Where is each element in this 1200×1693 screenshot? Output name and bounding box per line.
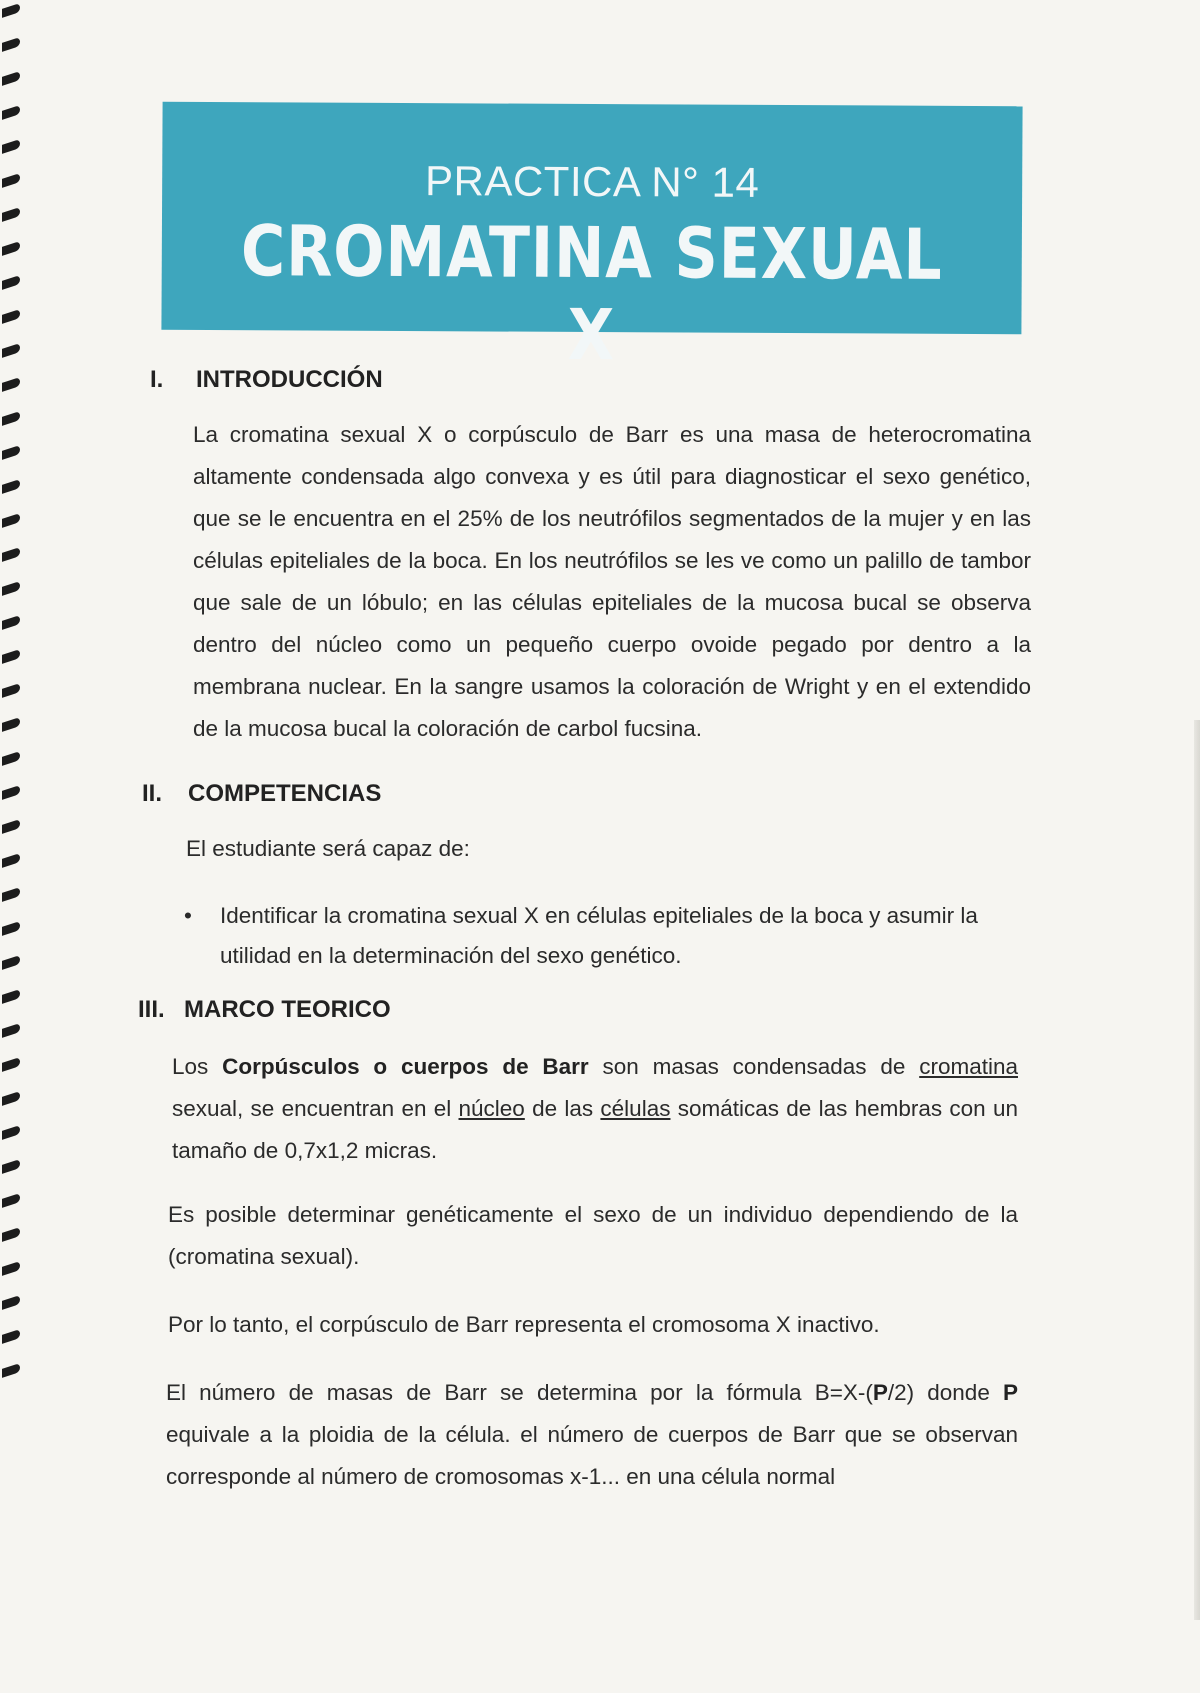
binding-hole <box>2 105 20 120</box>
section-number: II. <box>142 780 163 807</box>
binding-hole <box>2 853 20 868</box>
bold-term: Corpúsculos o cuerpos de Barr <box>222 1054 589 1079</box>
marco-paragraph-1 <box>172 1046 1018 1172</box>
marco-paragraph-3: Por lo tanto, el corpúsculo de Barr representa el cromosoma X inactivo. <box>168 1312 880 1337</box>
section-heading-marco-teorico <box>138 996 391 1024</box>
text-run: El número de masas de Barr se determina por la fórmula B=X-( <box>166 1380 873 1405</box>
binding-hole <box>2 1125 20 1140</box>
binding-hole <box>2 717 20 732</box>
spiral-binding <box>0 0 26 1693</box>
binding-hole <box>2 1091 20 1106</box>
binding-hole <box>2 955 20 970</box>
page-edge-shadow <box>1194 720 1200 1620</box>
text-run: Los <box>172 1054 223 1079</box>
binding-hole <box>2 989 20 1004</box>
section-number: III. <box>138 996 165 1023</box>
binding-hole <box>2 683 20 698</box>
binding-hole <box>2 479 20 494</box>
link-cromatina[interactable]: cromatina <box>919 1054 1018 1079</box>
binding-hole <box>2 241 20 256</box>
binding-hole <box>2 921 20 936</box>
binding-hole <box>2 1363 20 1378</box>
binding-hole <box>2 1295 20 1310</box>
title-banner <box>161 102 1022 377</box>
section-number: I. <box>150 366 164 393</box>
binding-hole <box>2 275 20 290</box>
binding-hole <box>2 207 20 222</box>
binding-hole <box>2 309 20 324</box>
marco-paragraph-4 <box>166 1372 1018 1498</box>
binding-hole <box>2 1329 20 1344</box>
bold-term: P <box>872 1380 888 1405</box>
page-title: CROMATINA SEXUAL X <box>240 210 943 377</box>
section-title: COMPETENCIAS <box>188 780 382 807</box>
binding-hole <box>2 173 20 188</box>
list-item-text: Identificar la cromatina sexual X en células epiteliales de la boca y asumir la utilidad en la determinación del sexo genético. <box>220 903 978 968</box>
practice-number: PRACTICA N° 14 <box>424 157 760 206</box>
binding-hole <box>2 3 20 18</box>
text-run: /2) donde <box>887 1380 1003 1405</box>
binding-hole <box>2 581 20 596</box>
binding-hole <box>2 1193 20 1208</box>
list-item <box>184 896 1022 976</box>
binding-hole <box>2 547 20 562</box>
section-title: MARCO TEORICO <box>184 996 391 1023</box>
binding-hole <box>2 1261 20 1276</box>
binding-hole <box>2 751 20 766</box>
bullet-icon: • <box>184 903 192 928</box>
section-heading-competencias <box>142 780 381 808</box>
link-nucleo[interactable]: núcleo <box>458 1096 525 1121</box>
binding-hole <box>2 615 20 630</box>
binding-hole <box>2 887 20 902</box>
text-run: son masas condensadas de <box>588 1054 920 1079</box>
section-title: INTRODUCCIÓN <box>196 366 383 393</box>
binding-hole <box>2 1023 20 1038</box>
binding-hole <box>2 785 20 800</box>
binding-hole <box>2 37 20 52</box>
section-heading-introduccion <box>150 366 383 394</box>
binding-hole <box>2 445 20 460</box>
link-celulas[interactable]: células <box>600 1096 671 1121</box>
text-run: equivale a la ploidia de la célula. el número de cuerpos de Barr que se observan corresponde al número de cromosomas x-1... en una célula normal <box>166 1422 1018 1489</box>
binding-hole <box>2 343 20 358</box>
marco-paragraph-2: Es posible determinar genéticamente el sexo de un individuo dependiendo de la (cromatina sexual). <box>168 1202 1018 1269</box>
binding-hole <box>2 71 20 86</box>
competencias-lead: El estudiante será capaz de: <box>186 836 470 861</box>
binding-hole <box>2 139 20 154</box>
binding-hole <box>2 1057 20 1072</box>
binding-hole <box>2 649 20 664</box>
text-run: de las <box>524 1096 601 1121</box>
binding-hole <box>2 819 20 834</box>
intro-paragraph: La cromatina sexual X o corpúsculo de Barr es una masa de heterocromatina altamente condensada algo convexa y es útil para diagnosticar el sexo genético, que se le encuentra en el 25% de los neutrófilos segmentados de la mujer y en las células epiteliales de la boca. En los neutrófilos se les ve como un palillo de tambor que sale de un lóbulo; en las células epiteliales de la mucosa bucal se observa dentro del núcleo como un pequeño cuerpo ovoide pegado por dentro a la membrana nuclear. En la sangre usamos la coloración de Wright y en el extendido de la mucosa bucal la coloración de carbol fucsina. <box>193 422 1031 741</box>
text-run: sexual, se encuentran en el <box>172 1096 459 1121</box>
binding-hole <box>2 1159 20 1174</box>
binding-hole <box>2 377 20 392</box>
binding-hole <box>2 1227 20 1242</box>
binding-hole <box>2 513 20 528</box>
text-run: somáticas de las hembras con un tamaño de 0,7x1,2 micras. <box>172 1096 1018 1163</box>
binding-hole <box>2 411 20 426</box>
bold-term: P <box>1003 1380 1019 1405</box>
